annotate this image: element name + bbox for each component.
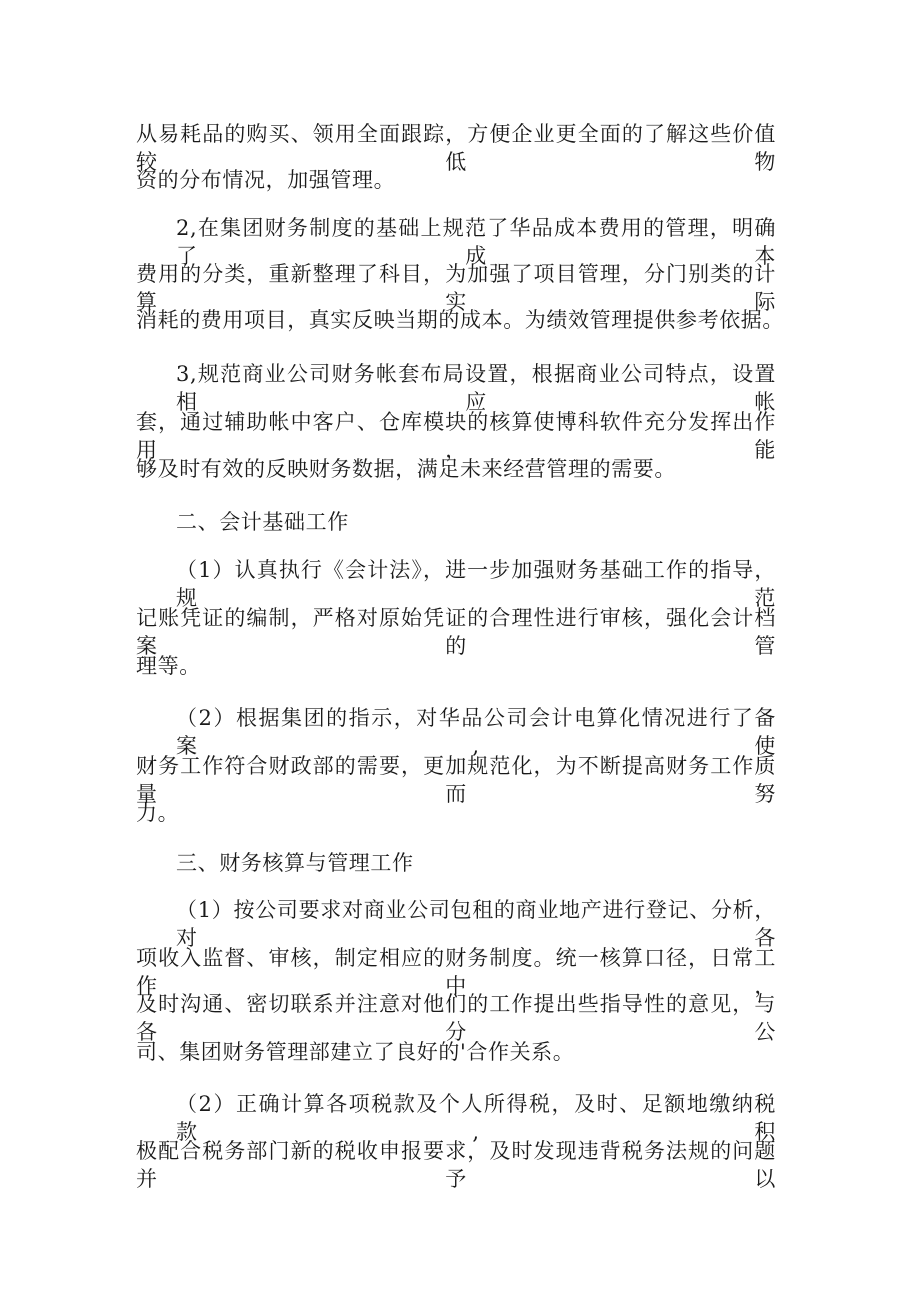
text-line: 套，通过辅助帐中客户、仓库模块的核算使博科软件充分发挥出作用，能	[136, 410, 776, 462]
text-line: 力。	[136, 801, 180, 825]
text-line: 消耗的费用项目，真实反映当期的成本。为绩效管理提供参考依据。	[136, 308, 784, 332]
text-line: 够及时有效的反映财务数据，满足未来经营管理的需要。	[136, 457, 676, 481]
text-line: （2）根据集团的指示，对华品公司会计电算化情况进行了备案,使	[176, 706, 776, 758]
text-line: （2）正确计算各项税款及个人所得税，及时、足额地缴纳税款,积	[176, 1092, 776, 1144]
section-heading: 三、财务核算与管理工作	[176, 851, 414, 875]
text-line: 资的分布情况，加强管理。	[136, 168, 396, 192]
section-heading: 二、会计基础工作	[176, 510, 349, 534]
text-line: 3,规范商业公司财务帐套布局设置，根据商业公司特点，设置相应帐	[176, 362, 776, 414]
text-line: （1）按公司要求对商业公司包租的商业地产进行登记、分析，对各	[176, 898, 776, 950]
text-line: 及时沟通、密切联系并注意对他们的工作提出些指导性的意见，与各分公	[136, 992, 776, 1044]
text-line: 记账凭证的编制，严格对原始凭证的合理性进行审核，强化会计档案的管	[136, 606, 776, 658]
text-line: 理等。	[136, 654, 201, 678]
text-line: 从易耗品的购买、领用全面跟踪，方便企业更全面的了解这些价值较低物	[136, 122, 776, 174]
text-line: 2,在集团财务制度的基础上规范了华品成本费用的管理，明确了成本	[176, 216, 776, 268]
text-line: 财务工作符合财政部的需要，更加规范化，为不断提高财务工作质量而努	[136, 754, 776, 806]
text-line: 费用的分类，重新整理了科目，为加强了项目管理，分门别类的计算实际	[136, 262, 776, 314]
text-line: 极配合税务部门新的税收申报要求，及时发现违背税务法规的问题并予以	[136, 1139, 776, 1191]
text-line: 项收入监督、审核，制定相应的财务制度。统一核算口径，日常工作中，	[136, 946, 776, 998]
text-line: 司、集团财务管理部建立了良好的'合作关系。	[136, 1040, 575, 1064]
text-line: （1）认真执行《会计法》，进一步加强财务基础工作的指导，规范	[176, 558, 776, 610]
